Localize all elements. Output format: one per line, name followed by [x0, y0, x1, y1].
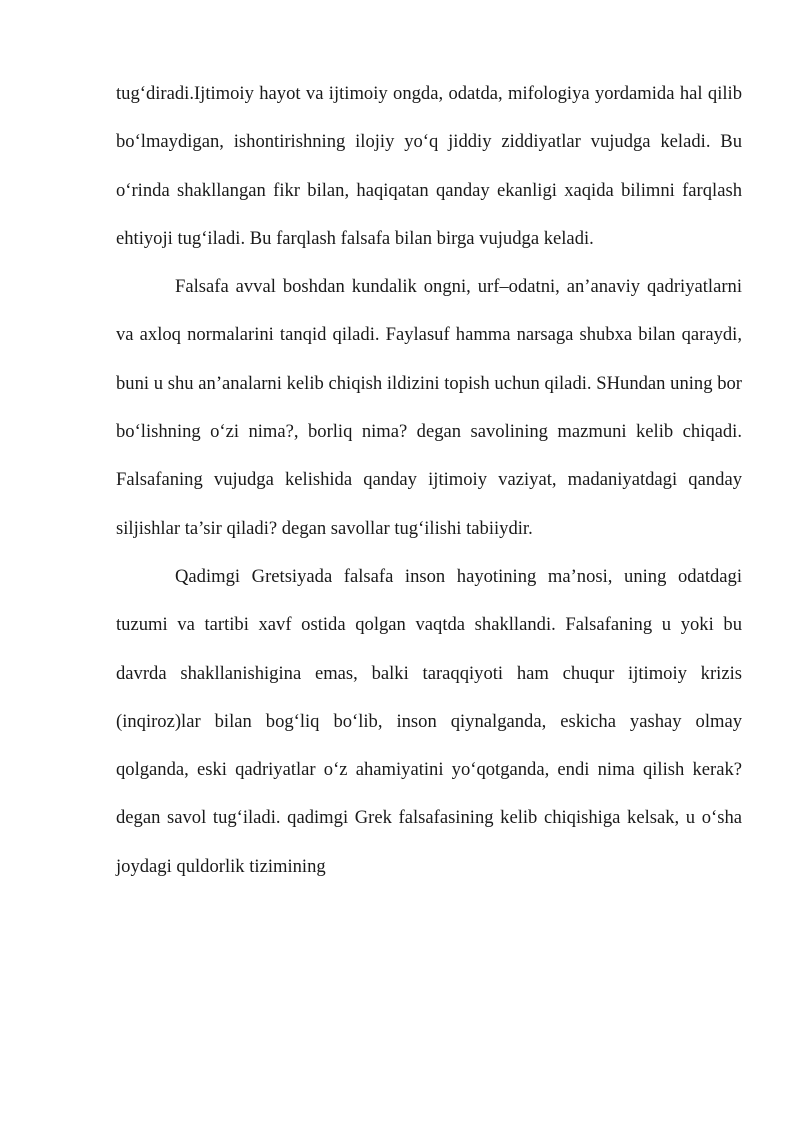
document-page	[116, 70, 742, 891]
paragraph-2: Falsafa avval boshdan kundalik ongni, urf–odatni, an’anaviy qadriyatlarni va axloq normalarini tanqid qiladi. Faylasuf hamma narsaga shubxa bilan qaraydi, buni u shu an’analarni kelib chiqish ildizini topish uchun qiladi. SHundan uning bor bo‘lishning o‘zi nima?, borliq nima? degan savolining mazmuni kelib chiqadi. Falsafaning vujudga kelishida qanday ijtimoiy vaziyat, madaniyatdagi qanday siljishlar ta’sir qiladi? degan savollar tug‘ilishi tabiiydir.	[116, 276, 742, 539]
paragraph-1: tug‘diradi.Ijtimoiy hayot va ijtimoiy ongda, odatda, mifologiya yordamida hal qilib bo‘lmaydigan, ishontirishning ilojiy yo‘q jiddiy ziddiyatlar vujudga keladi. Bu o‘rinda shakllangan fikr bilan, haqiqatan qanday ekanligi xaqida bilimni farqlash ehtiyoji tug‘iladi. Bu farqlash falsafa bilan birga vujudga keladi.	[116, 83, 742, 249]
paragraph-3: Qadimgi Gretsiyada falsafa inson hayotining ma’nosi, uning odatdagi tuzumi va tartibi xavf ostida qolgan vaqtda shakllandi. Falsafaning u yoki bu davrda shakllanishigina emas, balki taraqqiyoti ham chuqur ijtimoiy krizis (inqiroz)lar bilan bog‘liq bo‘lib, inson qiynalganda, eskicha yashay olmay qolganda, eski qadriyatlar o‘z ahamiyatini yo‘qotganda, endi nima qilish kerak? degan savol tug‘iladi. qadimgi Grek falsafasining kelib chiqishiga kelsak, u o‘sha joydagi quldorlik tizimining	[116, 565, 742, 877]
